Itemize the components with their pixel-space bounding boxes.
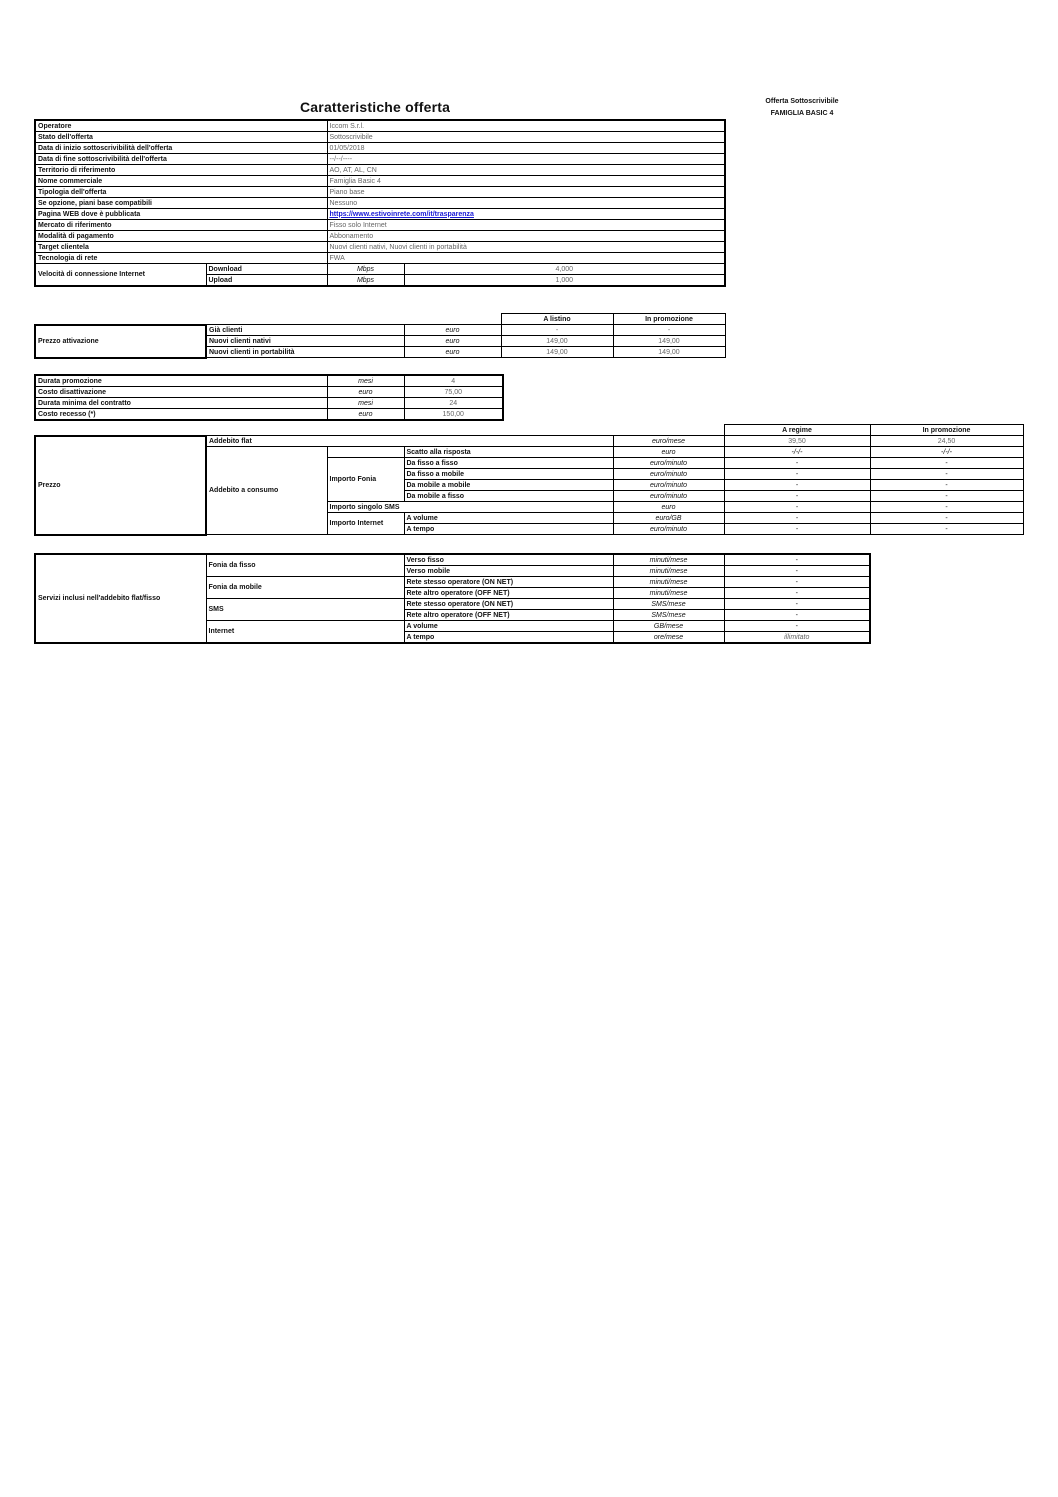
fonia-promo: -	[870, 458, 1023, 469]
service-group-label: SMS	[206, 599, 404, 621]
speed-unit: Mbps	[327, 275, 404, 287]
info-row	[35, 253, 725, 264]
service-value: -	[724, 588, 870, 599]
sms-regime: -	[724, 502, 870, 513]
activation-row-label: Nuovi clienti nativi	[206, 336, 404, 347]
fonia-unit: euro/minuto	[613, 458, 724, 469]
info-row	[35, 198, 725, 209]
contract-term-row	[35, 375, 503, 387]
page-title: Caratteristiche offerta	[300, 99, 451, 115]
internet-regime: -	[724, 524, 870, 535]
term-value: 150,00	[404, 409, 503, 421]
service-row	[35, 554, 870, 566]
activation-unit: euro	[404, 347, 501, 358]
info-row	[35, 154, 725, 165]
info-row	[35, 176, 725, 187]
info-label: Tecnologia di rete	[35, 253, 327, 264]
info-row	[35, 209, 725, 220]
speed-row-download	[35, 264, 725, 275]
flat-label: Addebito flat	[206, 436, 613, 447]
service-value: -	[724, 566, 870, 577]
speed-label: Velocità di connessione Internet	[35, 264, 206, 287]
service-value: -	[724, 577, 870, 588]
info-label: Target clientela	[35, 242, 327, 253]
contract-terms-table	[34, 374, 504, 421]
activation-head-promo: In promozione	[613, 314, 725, 325]
offer-info-table	[34, 119, 726, 287]
consumo-label: Addebito a consumo	[206, 447, 327, 535]
fonia-regime: -	[724, 491, 870, 502]
info-label: Pagina WEB dove è pubblicata	[35, 209, 327, 220]
info-value	[327, 209, 725, 220]
speed-dir: Upload	[206, 275, 327, 287]
contract-term-row	[35, 409, 503, 421]
info-row	[35, 187, 725, 198]
term-label: Costo recesso (*)	[35, 409, 327, 421]
fonia-regime: -	[724, 469, 870, 480]
fonia-regime: -	[724, 480, 870, 491]
info-label: Se opzione, piani base compatibili	[35, 198, 327, 209]
info-value: Abbonamento	[327, 231, 725, 242]
service-row-label: Rete altro operatore (OFF NET)	[404, 610, 613, 621]
price-table	[34, 424, 1024, 536]
service-value: -	[724, 554, 870, 566]
internet-regime: -	[724, 513, 870, 524]
sms-promo: -	[870, 502, 1023, 513]
service-row-label: Rete altro operatore (OFF NET)	[404, 588, 613, 599]
price-head-promo: In promozione	[870, 425, 1023, 436]
service-group-label: Internet	[206, 621, 404, 644]
scatto-unit: euro	[613, 447, 724, 458]
services-label: Servizi inclusi nell'addebito flat/fisso	[35, 554, 206, 643]
internet-unit: euro/GB	[613, 513, 724, 524]
info-value: Fisso solo Internet	[327, 220, 725, 231]
fonia-unit: euro/minuto	[613, 491, 724, 502]
info-value: Famiglia Basic 4	[327, 176, 725, 187]
price-row-flat	[35, 436, 1023, 447]
service-value: -	[724, 610, 870, 621]
service-unit: GB/mese	[613, 621, 724, 632]
activation-row-label: Nuovi clienti in portabilità	[206, 347, 404, 358]
activation-price-table	[34, 313, 726, 359]
service-row-label: A tempo	[404, 632, 613, 644]
activation-promo: -	[613, 325, 725, 336]
info-value: Sottoscrivibile	[327, 132, 725, 143]
service-unit: minuti/mese	[613, 554, 724, 566]
flat-promo: 24,50	[870, 436, 1023, 447]
internet-row-label: A tempo	[404, 524, 613, 535]
speed-value: 4,000	[404, 264, 725, 275]
included-services-table	[34, 553, 871, 644]
internet-unit: euro/minuto	[613, 524, 724, 535]
activation-listino: 149,00	[501, 347, 613, 358]
activation-promo: 149,00	[613, 336, 725, 347]
info-value: 01/05/2018	[327, 143, 725, 154]
internet-promo: -	[870, 513, 1023, 524]
term-value: 75,00	[404, 387, 503, 398]
term-unit: mesi	[327, 398, 404, 409]
term-unit: euro	[327, 409, 404, 421]
info-label: Data di inizio sottoscrivibilità dell'offerta	[35, 143, 327, 154]
activation-unit: euro	[404, 325, 501, 336]
info-label: Operatore	[35, 120, 327, 132]
service-row-label: Rete stesso operatore (ON NET)	[404, 577, 613, 588]
activation-row	[35, 325, 725, 336]
fonia-promo: -	[870, 480, 1023, 491]
activation-unit: euro	[404, 336, 501, 347]
service-unit: SMS/mese	[613, 599, 724, 610]
service-unit: minuti/mese	[613, 588, 724, 599]
price-head-regime: A regime	[724, 425, 870, 436]
fonia-row-label: Da mobile a mobile	[404, 480, 613, 491]
contract-term-row	[35, 387, 503, 398]
info-row	[35, 220, 725, 231]
info-label: Tipologia dell'offerta	[35, 187, 327, 198]
flat-unit: euro/mese	[613, 436, 724, 447]
fonia-regime: -	[724, 458, 870, 469]
term-label: Durata minima del contratto	[35, 398, 327, 409]
flat-regime: 39,50	[724, 436, 870, 447]
service-row-label: Verso mobile	[404, 566, 613, 577]
service-value: -	[724, 621, 870, 632]
offer-name-note: FAMIGLIA BASIC 4	[770, 110, 834, 117]
activation-label: Prezzo attivazione	[35, 325, 206, 358]
service-row-label: Verso fisso	[404, 554, 613, 566]
info-label: Mercato di riferimento	[35, 220, 327, 231]
term-label: Durata promozione	[35, 375, 327, 387]
fonia-promo: -	[870, 491, 1023, 502]
activation-listino: -	[501, 325, 613, 336]
service-unit: SMS/mese	[613, 610, 724, 621]
info-value: Nessuno	[327, 198, 725, 209]
info-label: Modalità di pagamento	[35, 231, 327, 242]
activation-row-label: Già clienti	[206, 325, 404, 336]
info-value: Nuovi clienti nativi, Nuovi clienti in portabilità	[327, 242, 725, 253]
info-label: Nome commerciale	[35, 176, 327, 187]
fonia-row-label: Da fisso a mobile	[404, 469, 613, 480]
fonia-promo: -	[870, 469, 1023, 480]
activation-listino: 149,00	[501, 336, 613, 347]
internet-row-label: A volume	[404, 513, 613, 524]
speed-value: 1,000	[404, 275, 725, 287]
activation-head-listino: A listino	[501, 314, 613, 325]
offer-web-link[interactable]: https://www.estivoinrete.com/it/trasparenza	[329, 210, 474, 218]
info-label: Stato dell'offerta	[35, 132, 327, 143]
speed-dir: Download	[206, 264, 327, 275]
service-group-label: Fonia da fisso	[206, 554, 404, 577]
price-label: Prezzo	[35, 436, 206, 535]
info-row	[35, 165, 725, 176]
info-row	[35, 143, 725, 154]
service-value: illimitato	[724, 632, 870, 644]
service-unit: minuti/mese	[613, 566, 724, 577]
term-label: Costo disattivazione	[35, 387, 327, 398]
term-value: 4	[404, 375, 503, 387]
scatto-promo: -/-/-	[870, 447, 1023, 458]
info-value: Piano base	[327, 187, 725, 198]
service-value: -	[724, 599, 870, 610]
info-value: --/--/----	[327, 154, 725, 165]
service-row-label: A volume	[404, 621, 613, 632]
info-row	[35, 231, 725, 242]
scatto-label: Scatto alla risposta	[404, 447, 613, 458]
fonia-unit: euro/minuto	[613, 480, 724, 491]
info-label: Data di fine sottoscrivibilità dell'offerta	[35, 154, 327, 165]
term-unit: mesi	[327, 375, 404, 387]
speed-unit: Mbps	[327, 264, 404, 275]
fonia-label: Importo Fonia	[327, 458, 404, 502]
term-value: 24	[404, 398, 503, 409]
info-label: Territorio di riferimento	[35, 165, 327, 176]
fonia-row-label: Da mobile a fisso	[404, 491, 613, 502]
fonia-row-label: Da fisso a fisso	[404, 458, 613, 469]
service-unit: ore/mese	[613, 632, 724, 644]
service-row-label: Rete stesso operatore (ON NET)	[404, 599, 613, 610]
offer-status-note: Offerta Sottoscrivibile	[765, 98, 839, 105]
scatto-regime: -/-/-	[724, 447, 870, 458]
fonia-unit: euro/minuto	[613, 469, 724, 480]
info-row	[35, 242, 725, 253]
service-group-label: Fonia da mobile	[206, 577, 404, 599]
internet-promo: -	[870, 524, 1023, 535]
internet-price-label: Importo Internet	[327, 513, 404, 535]
info-value: FWA	[327, 253, 725, 264]
sms-unit: euro	[613, 502, 724, 513]
service-unit: minuti/mese	[613, 577, 724, 588]
info-row	[35, 120, 725, 132]
info-row	[35, 132, 725, 143]
info-value: Iccom S.r.l.	[327, 120, 725, 132]
sms-label: Importo singolo SMS	[327, 502, 613, 513]
contract-term-row	[35, 398, 503, 409]
term-unit: euro	[327, 387, 404, 398]
activation-promo: 149,00	[613, 347, 725, 358]
info-value: AO, AT, AL, CN	[327, 165, 725, 176]
